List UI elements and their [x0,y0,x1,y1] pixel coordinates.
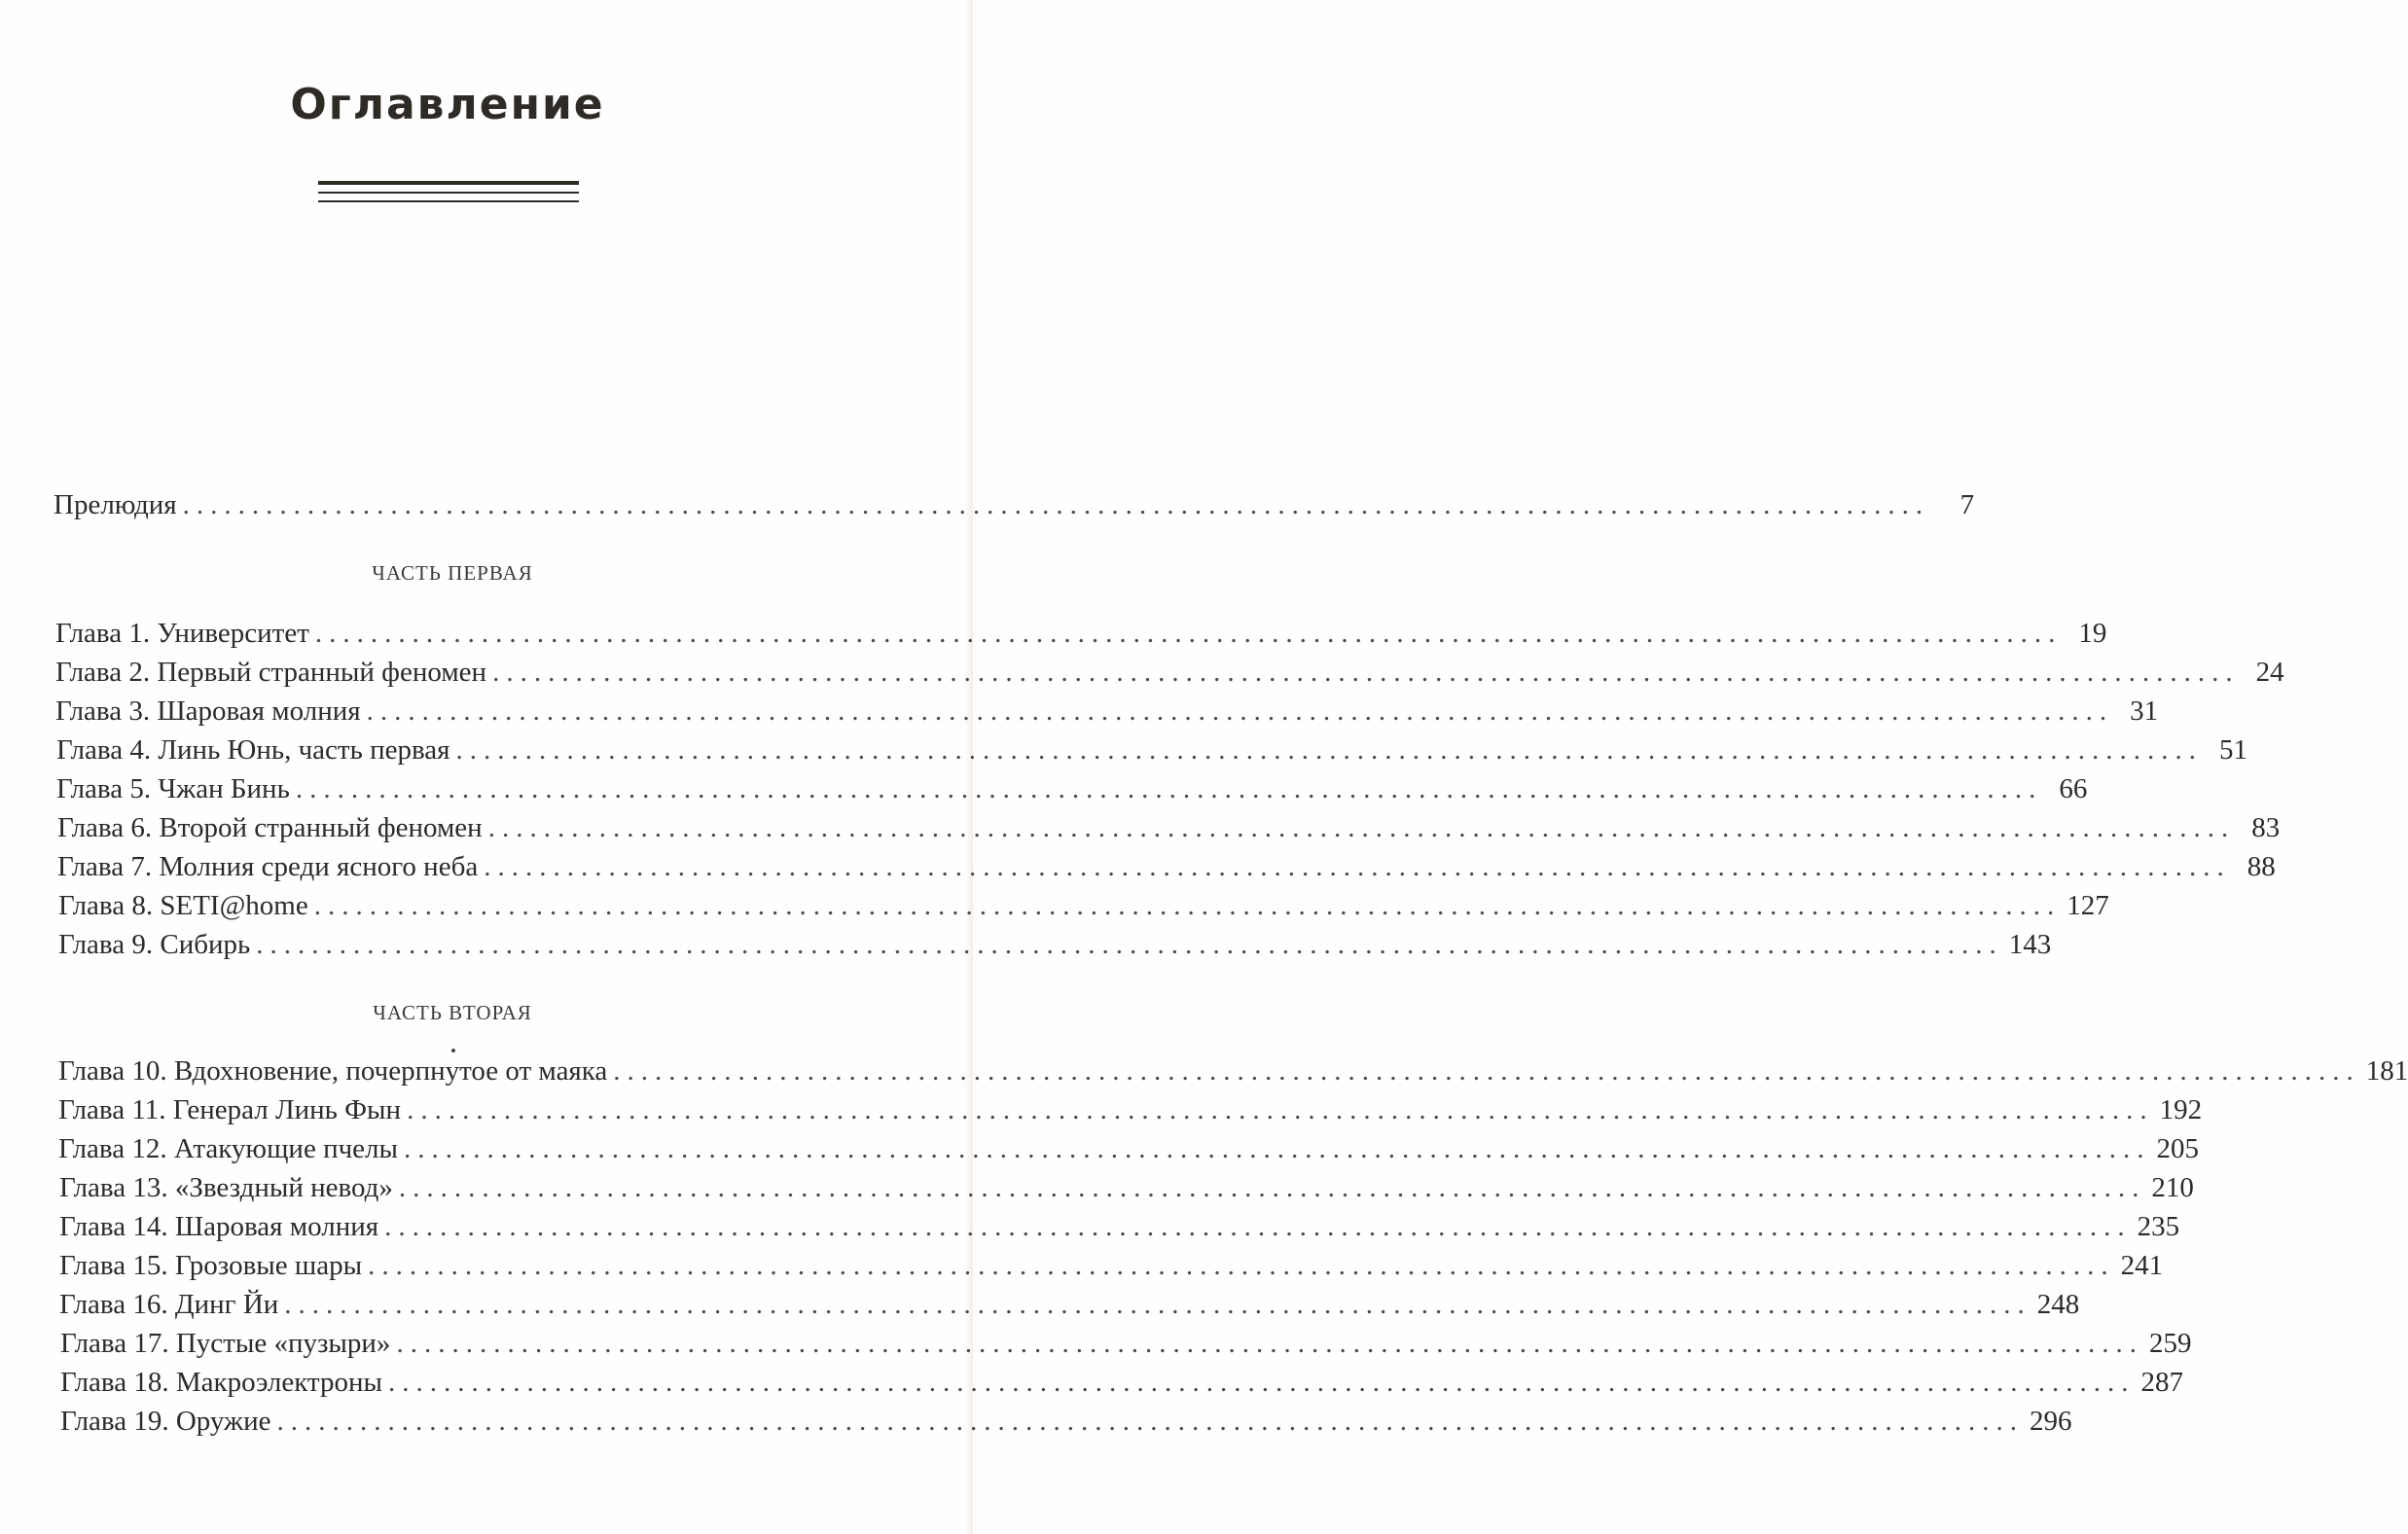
toc-entry-label: Глава 10. Вдохновение, почерпнутое от маяка [58,1055,608,1087]
leader-dots: .............................................................................................................................. [407,1094,2154,1125]
toc-entry-chapter-11[interactable] [58,1091,2203,1128]
toc-entry-chapter-5[interactable] [56,770,2088,807]
toc-entry-page: 83 [2251,812,2281,843]
toc-entry-label: Глава 1. Университет [55,618,309,649]
toc-entry-label: Глава 18. Макроэлектроны [60,1367,382,1398]
page-title: Оглавление [290,80,605,129]
toc-entry-page: 66 [2059,773,2088,804]
toc-entry-label: Глава 5. Чжан Бинь [56,773,290,804]
leader-dots: .............................................................................................................................. [387,1367,2136,1398]
toc-entry-label: Глава 8. SETI@home [58,890,308,921]
toc-entry-chapter-14[interactable] [59,1208,2180,1245]
toc-entry-label: Глава 4. Линь Юнь, часть первая [56,734,450,766]
leader-dots: .............................................................................................................................. [314,618,2063,649]
leader-dots: .............................................................................................................................. [366,696,2114,727]
leader-dots: .............................................................................................................................. [368,1250,2115,1281]
toc-entry-label: Глава 15. Грозовые шары [59,1250,363,1281]
toc-entry-page: 210 [2151,1172,2194,1203]
toc-entry-label: Глава 19. Оружие [60,1406,271,1437]
toc-entry-chapter-7[interactable] [57,848,2276,885]
leader-dots: .............................................................................................................................. [613,1055,2360,1087]
leader-dots: .............................................................................................................................. [295,773,2043,804]
toc-entry-page: 24 [2255,657,2284,688]
toc-entry-page: 88 [2246,851,2276,882]
leader-dots: .............................................................................................................................. [384,1211,2132,1242]
toc-entry-page: 235 [2137,1211,2180,1242]
leader-dots: .............................................................................................................................. [276,1406,2024,1437]
toc-entry-chapter-9[interactable] [58,926,2052,963]
toc-entry-page: 7 [1959,489,1975,520]
title-rule-thick [318,181,579,185]
toc-entry-chapter-1[interactable] [55,615,2107,652]
toc-entry-label: Глава 7. Молния среди ясного неба [57,851,479,882]
toc-entry-page: 19 [2078,618,2107,649]
toc-entry-label: Глава 11. Генерал Линь Фын [58,1094,402,1125]
toc-entry-label: Глава 12. Атакующие пчелы [58,1133,399,1164]
toc-entry-label: Прелюдия [54,489,177,520]
leader-dots: .............................................................................................................................. [256,929,2003,960]
toc-entry-label: Глава 13. «Звездный невод» [59,1172,393,1203]
leader-dots: .............................................................................................................................. [484,851,2231,882]
toc-entry-prelude[interactable] [54,486,1975,523]
toc-entry-page: 192 [2159,1094,2203,1125]
toc-entry-label: Глава 16. Динг Йи [59,1289,279,1320]
toc-entry-chapter-4[interactable] [56,731,2247,768]
toc-entry-chapter-10[interactable] [58,1052,2408,1089]
toc-entry-chapter-19[interactable] [60,1403,2072,1440]
toc-entry-chapter-13[interactable] [59,1169,2194,1206]
toc-entry-page: 287 [2140,1367,2183,1398]
toc-entry-page: 51 [2219,734,2247,766]
toc-entry-page: 31 [2130,696,2159,727]
leader-dots: .............................................................................................................................. [284,1289,2031,1320]
toc-entry-label: Глава 2. Первый странный феномен [55,657,487,688]
toc-entry-label: Глава 9. Сибирь [58,929,251,960]
leader-dots: .............................................................................................................................. [487,812,2236,843]
toc-entry-label: Глава 14. Шаровая молния [59,1211,379,1242]
title-rule-thin [318,192,579,194]
toc-entry-chapter-18[interactable] [60,1364,2183,1401]
toc-entry-page: 241 [2120,1250,2164,1281]
leader-dots: .............................................................................................................................. [182,489,1930,520]
toc-entry-page: 143 [2008,929,2052,960]
toc-entry-chapter-15[interactable] [59,1247,2164,1284]
leader-dots: .............................................................................................................................. [396,1328,2143,1359]
part-one-heading: ЧАСТЬ ПЕРВАЯ [372,561,533,585]
toc-entry-page: 181 [2365,1055,2408,1087]
toc-entry-page: 259 [2148,1328,2192,1359]
part-two-heading: ЧАСТЬ ВТОРАЯ [373,1001,532,1024]
leader-dots: .............................................................................................................................. [404,1133,2151,1164]
toc-entry-chapter-17[interactable] [60,1325,2192,1362]
toc-entry-label: Глава 6. Второй странный феномен [57,812,483,843]
toc-entry-chapter-6[interactable] [57,809,2281,846]
leader-dots: .............................................................................................................................. [313,890,2062,921]
toc-entry-page: 248 [2036,1289,2080,1320]
title-rule-thin [318,200,579,202]
leader-dots: .............................................................................................................................. [455,734,2203,766]
toc-entry-label: Глава 3. Шаровая молния [55,696,361,727]
toc-entry-label: Глава 17. Пустые «пузыри» [60,1328,391,1359]
toc-entry-chapter-16[interactable] [59,1286,2080,1323]
leader-dots: .............................................................................................................................. [398,1172,2146,1203]
toc-entry-chapter-2[interactable] [55,654,2284,691]
toc-entry-page: 205 [2156,1133,2200,1164]
toc-entry-chapter-12[interactable] [58,1130,2200,1167]
toc-entry-page: 296 [2029,1406,2072,1437]
toc-entry-chapter-8[interactable] [58,887,2109,924]
toc-entry-page: 127 [2067,890,2109,921]
toc-entry-chapter-3[interactable] [55,693,2159,730]
leader-dots: .............................................................................................................................. [492,657,2240,688]
